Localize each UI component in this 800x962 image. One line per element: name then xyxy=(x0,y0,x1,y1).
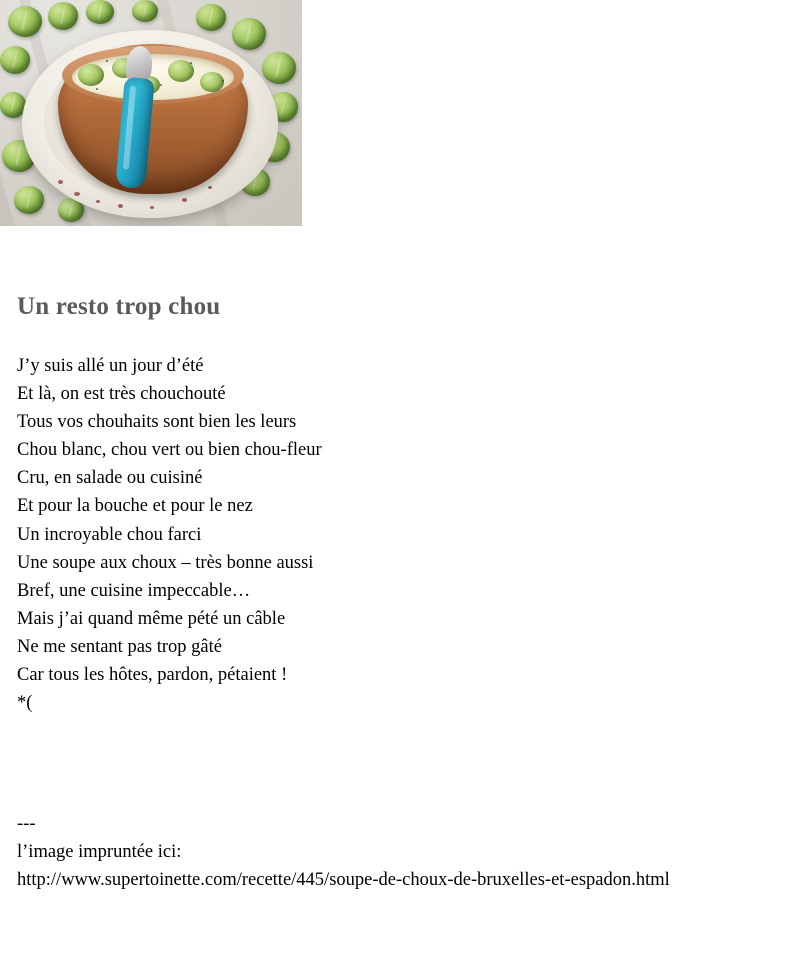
poem-line: Cru, en salade ou cuisiné xyxy=(17,468,203,489)
poem-line: Car tous les hôtes, pardon, pétaient ! xyxy=(17,665,288,686)
page-title: Un resto trop chou xyxy=(17,292,221,320)
garnish-crumb xyxy=(96,200,100,203)
poem-line: Chou blanc, chou vert ou bien chou-fleur xyxy=(17,440,322,461)
credit-separator: --- xyxy=(17,814,36,834)
poem-line: Une soupe aux choux – très bonne aussi xyxy=(17,552,314,573)
garnish-crumb xyxy=(182,198,187,202)
pepper-speck xyxy=(190,62,192,64)
poem-line: J’y suis allé un jour d’été xyxy=(17,356,204,376)
garnish-crumb xyxy=(150,206,154,209)
poem-line: Ne me sentant pas trop gâté xyxy=(17,636,222,657)
sprout-decoration xyxy=(86,0,114,24)
poem-line: Et là, on est très chouchouté xyxy=(17,384,226,405)
credit-url[interactable]: http://www.supertoinette.com/recette/445/soupe-de-choux-de-bruxelles-et-espadon.html xyxy=(17,870,670,891)
pepper-speck xyxy=(222,80,224,82)
poem-line: Mais j’ai quand même pété un câble xyxy=(17,608,286,629)
garnish-crumb xyxy=(208,186,212,189)
sprout-decoration xyxy=(132,0,158,22)
garnish-crumb xyxy=(74,192,80,196)
poem-line: Et pour la bouche et pour le nez xyxy=(17,496,253,517)
poem-line: Tous vos chouhaits sont bien les leurs xyxy=(17,412,297,433)
pepper-speck xyxy=(96,88,98,90)
garnish-crumb xyxy=(58,180,63,184)
credit-label: l’image impruntée ici: xyxy=(17,842,182,863)
sprout-decoration xyxy=(262,52,296,84)
pepper-speck xyxy=(106,60,108,62)
poem-line: *( xyxy=(17,693,33,714)
poem-body xyxy=(17,352,777,717)
poem-line: Un incroyable chou farci xyxy=(17,524,202,545)
image-credit xyxy=(17,810,787,894)
photo-canvas xyxy=(0,0,302,226)
sprout-decoration xyxy=(48,2,78,30)
sprout-in-soup xyxy=(78,64,104,86)
poem-line: Bref, une cuisine impeccable… xyxy=(17,580,251,601)
pepper-speck xyxy=(160,84,162,86)
sprout-decoration xyxy=(14,186,44,214)
sprout-decoration xyxy=(196,4,226,31)
sprout-decoration xyxy=(8,6,42,37)
sprout-decoration xyxy=(0,46,30,74)
recipe-photo xyxy=(0,0,302,226)
sprout-in-soup xyxy=(200,72,224,92)
sprout-decoration xyxy=(232,18,266,50)
garnish-crumb xyxy=(118,204,123,208)
